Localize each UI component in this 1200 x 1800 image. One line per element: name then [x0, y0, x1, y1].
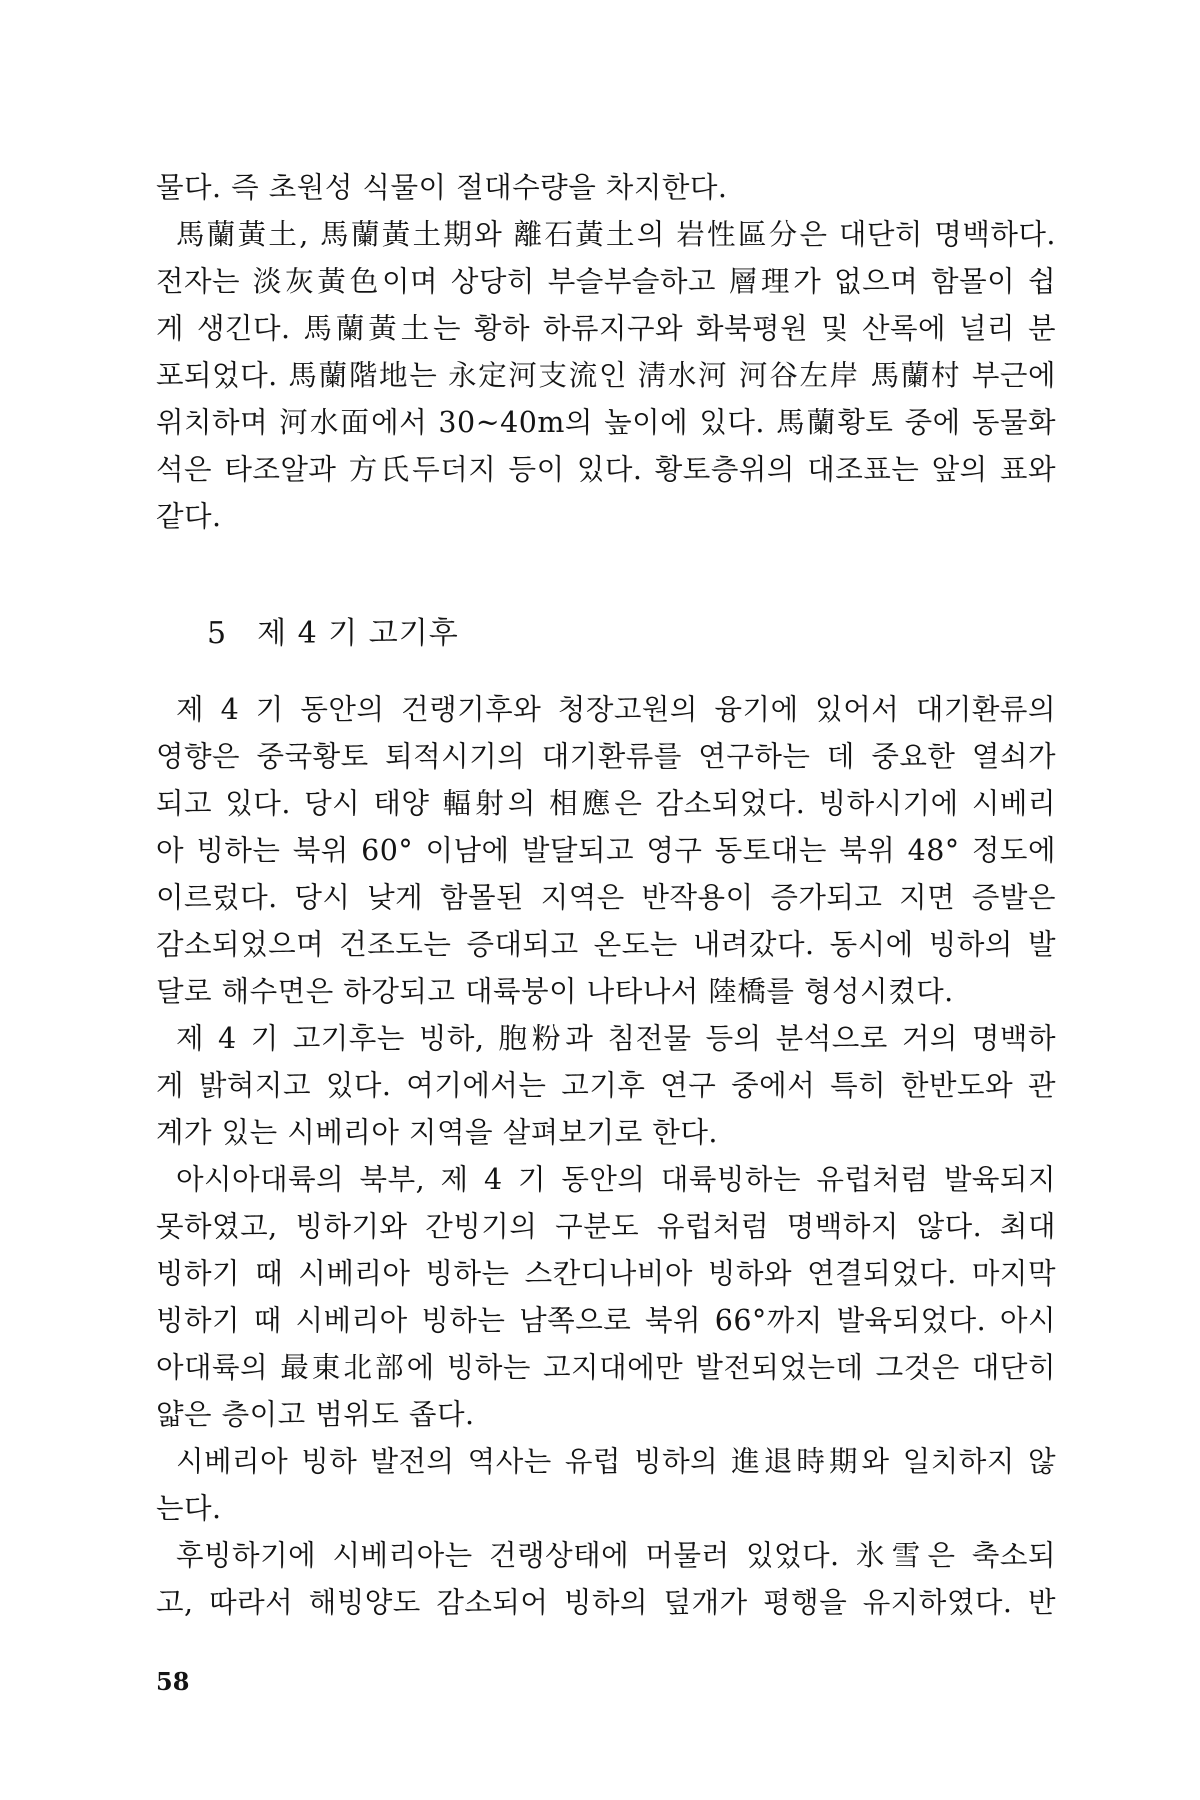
- text-line: 후빙하기에 시베리아는 건랭상태에 머물러 있었다. 氷雪은 축소되: [176, 1539, 1056, 1572]
- text-line: 아시아대륙의 북부, 제 4 기 동안의 대륙빙하는 유럽처럼 발육되지: [176, 1163, 1056, 1196]
- text-line: 아 빙하는 북위 60° 이남에 발달되고 영구 동토대는 북위 48° 정도에: [156, 834, 1056, 867]
- section-title: 제 4 기 고기후: [257, 616, 459, 651]
- text-line: 포되었다. 馬蘭階地는 永定河支流인 淸水河 河谷左岸 馬蘭村 부근에: [156, 359, 1056, 392]
- text-line: 되고 있다. 당시 태양 輻射의 相應은 감소되었다. 빙하시기에 시베리: [156, 787, 1056, 820]
- section-heading: [207, 608, 459, 652]
- text-line: 계가 있는 시베리아 지역을 살펴보기로 한다.: [156, 1116, 718, 1149]
- page-number: 58: [156, 1667, 190, 1696]
- text-block-top: [156, 164, 1056, 540]
- text-line: 빙하기 때 시베리아 빙하는 스칸디나비아 빙하와 연결되었다. 마지막: [156, 1257, 1056, 1290]
- text-line: 달로 해수면은 하강되고 대륙붕이 나타나서 陸橋를 형성시켰다.: [156, 975, 954, 1008]
- text-line: 게 밝혀지고 있다. 여기에서는 고기후 연구 중에서 특히 한반도와 관: [156, 1069, 1056, 1102]
- section-number: 5: [207, 616, 228, 651]
- text-line: 아대륙의 最東北部에 빙하는 고지대에만 발전되었는데 그것은 대단히: [156, 1351, 1056, 1384]
- text-line: 빙하기 때 시베리아 빙하는 남쪽으로 북위 66°까지 발육되었다. 아시: [156, 1304, 1056, 1337]
- text-line: 위치하며 河水面에서 30~40m의 높이에 있다. 馬蘭황토 중에 동물화: [156, 406, 1056, 439]
- text-line: 영향은 중국황토 퇴적시기의 대기환류를 연구하는 데 중요한 열쇠가: [156, 740, 1056, 773]
- text-line: 물다. 즉 초원성 식물이 절대수량을 차지한다.: [156, 171, 728, 204]
- text-line: 는다.: [156, 1492, 222, 1525]
- text-line: 이르렀다. 당시 낮게 함몰된 지역은 반작용이 증가되고 지면 증발은: [156, 881, 1056, 914]
- text-line: 시베리아 빙하 발전의 역사는 유럽 빙하의 進退時期와 일치하지 않: [176, 1445, 1056, 1478]
- text-line: 석은 타조알과 方氏두더지 등이 있다. 황토층위의 대조표는 앞의 표와: [156, 453, 1056, 486]
- text-line: 馬蘭黃土, 馬蘭黃土期와 離石黃土의 岩性區分은 대단히 명백하다.: [176, 218, 1056, 251]
- text-line: 감소되었으며 건조도는 증대되고 온도는 내려갔다. 동시에 빙하의 발: [156, 928, 1056, 961]
- text-line: 제 4 기 동안의 건랭기후와 청장고원의 융기에 있어서 대기환류의: [176, 693, 1056, 726]
- text-line: 못하였고, 빙하기와 간빙기의 구분도 유럽처럼 명백하지 않다. 최대: [156, 1210, 1056, 1243]
- text-line: 제 4 기 고기후는 빙하, 胞粉과 침전물 등의 분석으로 거의 명백하: [176, 1022, 1056, 1055]
- text-line: 게 생긴다. 馬蘭黃土는 황하 하류지구와 화북평원 및 산록에 널리 분: [156, 312, 1056, 345]
- text-block-bottom: [156, 686, 1056, 1626]
- text-line: 전자는 淡灰黃色이며 상당히 부슬부슬하고 層理가 없으며 함몰이 쉽: [156, 265, 1056, 298]
- text-line: 얇은 층이고 범위도 좁다.: [156, 1398, 475, 1431]
- text-line: 고, 따라서 해빙양도 감소되어 빙하의 덮개가 평행을 유지하였다. 반: [156, 1586, 1056, 1619]
- text-line: 같다.: [156, 500, 222, 533]
